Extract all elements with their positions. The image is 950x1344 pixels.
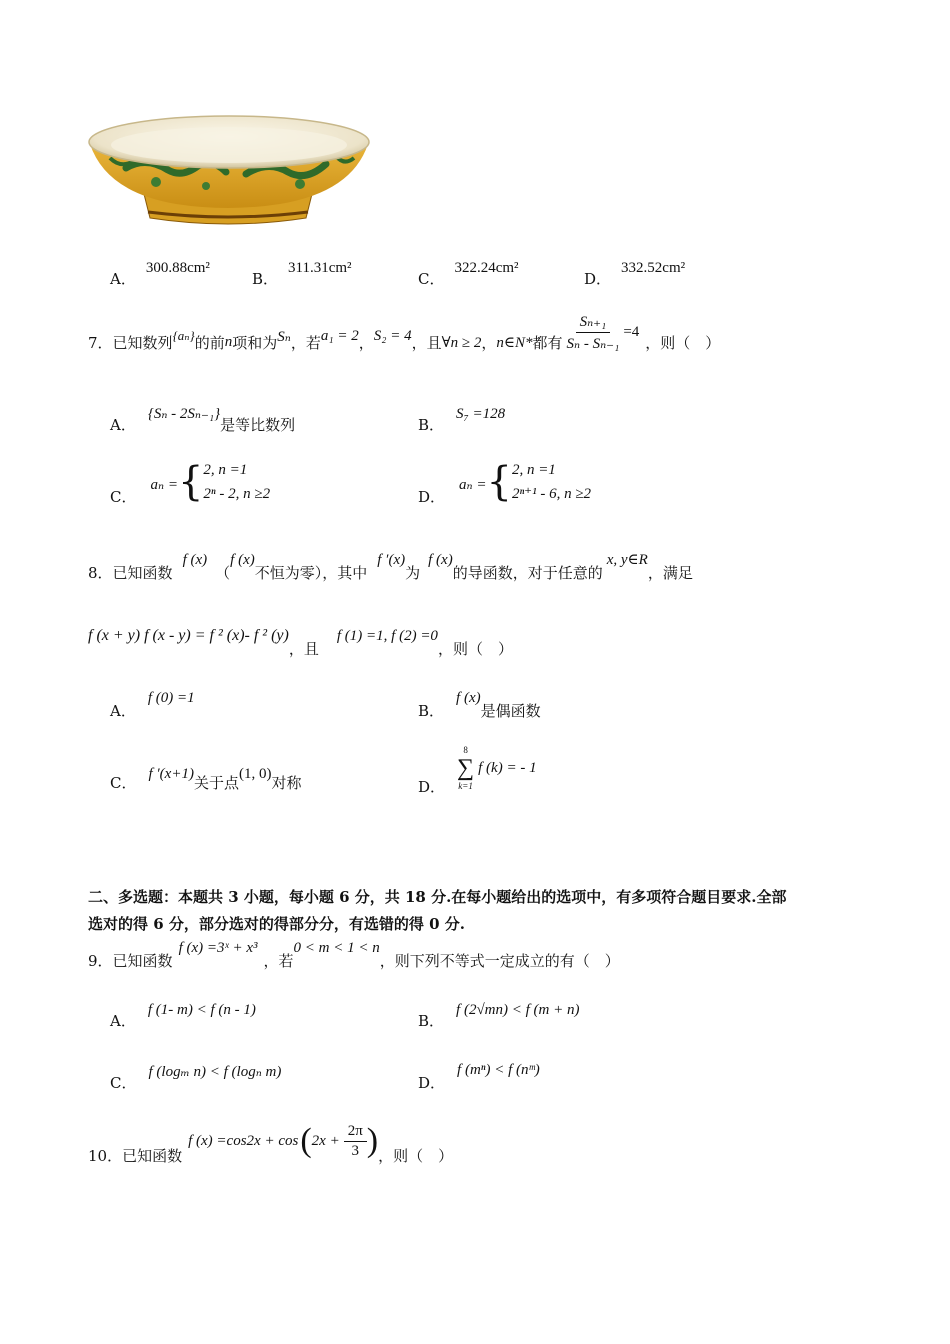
option-letter: D． <box>418 1074 446 1092</box>
option-letter: B． <box>418 702 445 720</box>
option-letter: D． <box>418 777 446 796</box>
q6-option-d <box>584 256 686 288</box>
stem-text: 已知数列 <box>112 333 173 352</box>
stem-text: 为 <box>405 564 421 582</box>
fraction-numerator: 2π <box>344 1123 367 1142</box>
q9-stem <box>88 936 620 970</box>
sum-lower-limit: k=1 <box>458 781 473 791</box>
left-paren: ( <box>300 1122 312 1159</box>
stem-text: 不恒为零），其中 <box>254 564 368 582</box>
function-definition: f (x) =cos2x + cos <box>188 1132 299 1149</box>
piecewise-row: 2, n =1 <box>203 462 248 478</box>
q7-stem <box>88 312 720 372</box>
math-fx: f (x) <box>230 552 255 568</box>
stem-text: ，则下列不等式一定成立的有（ ） <box>379 952 620 970</box>
math-n: n <box>224 333 233 350</box>
section-heading-line: 二、多选题：本题共 3 小题，每小题 6 分，共 18 分.在每小题给出的选项中，有多项符合题目要求.全部 <box>88 888 787 906</box>
math-forall: ∀n ≥ 2 <box>441 334 482 351</box>
stem-text: ，若 <box>263 952 294 970</box>
fraction-equals: =4 <box>623 323 640 340</box>
q9-option-c <box>110 1060 282 1092</box>
stem-text: （ <box>215 564 231 582</box>
option-text: 关于点 <box>193 774 239 792</box>
option-value: 311.31cm² <box>288 260 352 276</box>
option-math: f (x) <box>456 690 481 706</box>
option-math: S₇ =128 <box>456 406 506 422</box>
stem-text: 已知函数 <box>112 952 173 970</box>
q8-option-c <box>110 762 302 792</box>
piecewise-row: 2, n =1 <box>511 462 556 478</box>
option-letter: A． <box>110 702 136 720</box>
q7-option-a <box>110 402 296 434</box>
q8-condition <box>88 624 513 658</box>
option-letter: A． <box>110 270 136 288</box>
option-letter: B． <box>252 270 279 288</box>
functional-equation: f (x + y) f (x - y) = f ² (x)- f ² (y) <box>88 627 289 644</box>
argument-text: 2x + <box>311 1132 340 1149</box>
math-a1: a₁ = 2 <box>320 327 359 344</box>
piecewise-rows <box>512 458 591 506</box>
q6-option-b <box>252 256 352 288</box>
q7-option-d <box>418 458 591 506</box>
fraction-denominator: Sₙ - Sₙ₋₁ <box>566 335 620 352</box>
sequence-symbol: {aₙ} <box>172 328 195 343</box>
brace-symbol: { <box>486 459 512 505</box>
option-math: f (0) =1 <box>147 690 195 706</box>
piecewise-row: 2ⁿ - 2, n ≥2 <box>203 486 271 502</box>
question-number: 10． <box>88 1146 123 1165</box>
summation <box>457 744 474 792</box>
stem-text: 已知函数 <box>122 1146 183 1165</box>
option-math: f ′(x+1) <box>148 766 194 782</box>
q6-option-a <box>110 256 210 288</box>
option-letter: C． <box>110 487 137 506</box>
stem-text: 的导函数，对于任意的 <box>452 564 603 582</box>
option-lhs: aₙ = <box>150 476 178 493</box>
q7-option-c <box>110 458 270 506</box>
option-value: 332.52cm² <box>621 260 686 276</box>
stem-text: ，则（ ） <box>378 1146 454 1165</box>
stem-text: 已知函数 <box>112 564 173 582</box>
section-heading <box>88 886 787 934</box>
fraction-numerator: Sₙ₊₁ <box>576 312 611 333</box>
stem-text: ，则（ ） <box>645 333 721 352</box>
q9-option-d <box>418 1058 540 1092</box>
question-number: 9． <box>88 952 113 970</box>
option-math: f (k) = - 1 <box>478 759 537 776</box>
given-values: f (1) =1, f (2) =0 <box>336 628 438 644</box>
option-text: 是等比数列 <box>220 416 296 434</box>
stem-text: ，若 <box>290 333 321 352</box>
stem-text: 项和为 <box>232 333 278 352</box>
option-letter: D． <box>418 487 446 506</box>
q7-option-b <box>418 402 506 434</box>
math-s2: S₂ = 4 <box>373 327 412 344</box>
q9-option-a <box>110 998 256 1030</box>
question-number: 8． <box>88 564 113 582</box>
q8-option-b <box>418 686 541 720</box>
stem-text: ，且 <box>411 333 442 352</box>
stem-text: 的前 <box>194 333 225 352</box>
option-text: 是偶函数 <box>480 702 541 720</box>
sigma-symbol: ∑ <box>457 755 475 781</box>
stem-text: ，满足 <box>647 564 693 582</box>
option-math: f (mⁿ) < f (nᵐ) <box>457 1062 540 1078</box>
sum-upper-limit: 8 <box>463 745 468 755</box>
arg-fraction <box>344 1123 367 1160</box>
q8-option-a <box>110 686 195 720</box>
option-text: 对称 <box>271 774 302 792</box>
math-xy-r: x, y∈R <box>606 552 648 568</box>
option-letter: C． <box>418 270 445 288</box>
piecewise-rows <box>203 458 270 506</box>
math-fx: f (x) <box>182 552 208 568</box>
math-sn: Sₙ <box>277 328 291 345</box>
option-letter: C． <box>110 774 137 792</box>
option-letter: B． <box>418 1012 445 1030</box>
q8-stem <box>88 548 693 582</box>
stem-text: ，且 <box>288 640 319 658</box>
bowl-image <box>86 112 370 230</box>
option-value: 322.24cm² <box>454 260 519 276</box>
q8-option-d <box>418 744 537 796</box>
option-lhs: aₙ = <box>459 476 487 493</box>
math-n-in-n: n∈N* <box>496 334 533 351</box>
brace-symbol: { <box>177 459 204 505</box>
option-point: (1, 0) <box>238 766 272 782</box>
section-heading-line: 选对的得 6 分，部分选对的得部分分，有选错的得 0 分. <box>88 915 465 933</box>
option-letter: A． <box>110 416 136 434</box>
q9-option-b <box>418 998 580 1030</box>
option-letter: C． <box>110 1074 137 1092</box>
stem-text: ， <box>481 333 497 352</box>
fraction-denominator: 3 <box>351 1142 359 1159</box>
ratio-fraction <box>563 312 624 353</box>
q6-option-c <box>418 256 519 288</box>
option-letter: D． <box>584 270 612 288</box>
option-letter: B． <box>418 416 445 434</box>
option-math: f (2√mn) < f (m + n) <box>456 1002 580 1018</box>
piecewise-row: 2ⁿ⁺¹ - 6, n ≥2 <box>511 486 592 502</box>
option-math: f (1- m) < f (n - 1) <box>147 1002 256 1018</box>
stem-text: 都有 <box>532 333 563 352</box>
option-letter: A． <box>110 1012 136 1030</box>
math-fprime: f ′(x) <box>377 552 406 568</box>
option-math: {Sₙ - 2Sₙ₋₁} <box>147 406 221 422</box>
question-number: 7． <box>88 333 113 352</box>
stem-text: ，则（ ） <box>437 640 513 658</box>
option-value: 300.88cm² <box>145 260 210 276</box>
right-paren: ) <box>366 1122 379 1159</box>
function-definition: f (x) =3ˣ + x³ <box>178 940 258 956</box>
condition: 0 < m < 1 < n <box>293 940 380 956</box>
q10-stem <box>88 1116 453 1166</box>
math-fx: f (x) <box>428 552 453 568</box>
stem-text: ， <box>358 333 374 352</box>
option-math: f (logₘ n) < f (logₙ m) <box>148 1064 282 1080</box>
bowl-figure <box>86 112 370 230</box>
